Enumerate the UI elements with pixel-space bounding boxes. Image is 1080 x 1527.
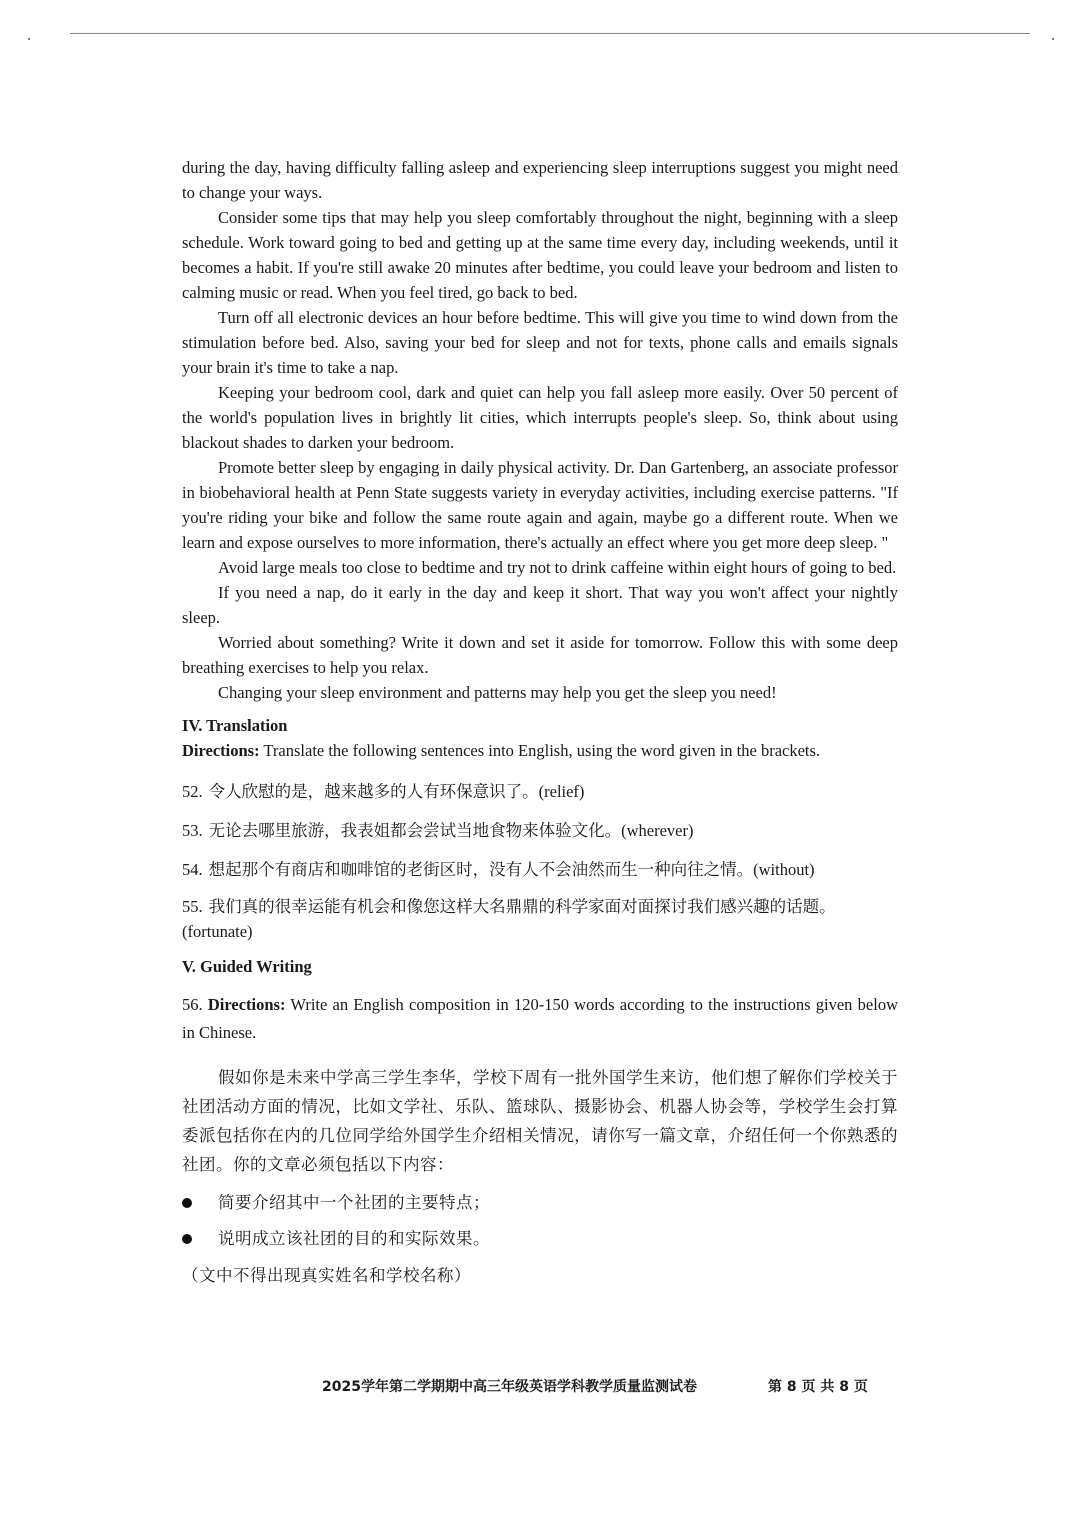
passage-paragraph: during the day, having difficulty falling asleep and experiencing sleep interruptions suggest you might need to change your ways. — [182, 158, 898, 202]
passage-paragraph: If you need a nap, do it early in the day and keep it short. That way you won't affect your nightly sleep. — [182, 583, 898, 627]
passage-paragraph: Turn off all electronic devices an hour before bedtime. This will give you time to wind down from the stimulation before bed. Also, saving your bed for sleep and not for texts, phone calls and emails signals your brain it's time to take a nap. — [182, 308, 898, 377]
question-number: 54. — [182, 860, 203, 879]
question-number: 52. — [182, 782, 203, 801]
writing-prompt: 假如你是未来中学高三学生李华，学校下周有一批外国学生来访，他们想了解你们学校关于社团活动方面的情况，比如文学社、乐队、篮球队、摄影协会、机器人协会等，学校学生会打算委派包括你在内的几位同学给外国学生介绍相关情况，请你写一篇文章，介绍任何一个你熟悉的社团。你的文章必须包括以下内容： — [182, 1068, 898, 1174]
guided-writing-heading: V. Guided Writing — [182, 957, 312, 976]
requirement-item — [182, 1185, 898, 1221]
question-text: 令人欣慰的是，越来越多的人有环保意识了。(relief) — [208, 782, 585, 801]
question-number: 55. — [182, 897, 203, 916]
exam-title: 2025学年第二学期期中高三年级英语学科教学质量监测试卷 — [322, 1379, 697, 1395]
exam-page — [182, 155, 898, 1291]
reading-passage — [182, 155, 898, 705]
requirement-list — [182, 1185, 898, 1257]
bullet-icon — [182, 1198, 192, 1208]
passage-paragraph: Promote better sleep by engaging in daily physical activity. Dr. Dan Gartenberg, an associate professor in biobehavioral health at Penn State suggests variety in everyday activities, including exercise patterns. "If you're riding your bike and follow the same route again and again, maybe go a different route. When we learn and expose ourselves to more information, there's actually an effect where you get more deep sleep. " — [182, 458, 898, 552]
question-number: 56. — [182, 995, 203, 1014]
bullet-icon — [182, 1234, 192, 1244]
passage-paragraph: Worried about something? Write it down and set it aside for tomorrow. Follow this with some deep breathing exercises to help you relax. — [182, 633, 898, 677]
directions-label: Directions: — [182, 741, 260, 760]
translation-question — [182, 777, 898, 806]
writing-directions — [182, 991, 898, 1047]
translation-question — [182, 816, 898, 845]
translation-question — [182, 894, 898, 944]
passage-paragraph: Avoid large meals too close to bedtime and try not to drink caffeine within eight hours of going to bed. — [218, 558, 897, 577]
directions-text: Write an English composition in 120-150 words according to the instructions given below in Chinese. — [182, 995, 899, 1042]
directions-text: Translate the following sentences into English, using the word given in the brackets. — [259, 741, 821, 760]
scan-mark — [1052, 38, 1054, 40]
question-number: 53. — [182, 821, 203, 840]
passage-paragraph: Consider some tips that may help you sleep comfortably throughout the night, beginning with a sleep schedule. Work toward going to bed and getting up at the same time every day, including weekends, until it becomes a habit. If you're still awake 20 minutes after bedtime, you could leave your bedroom and listen to calming music or read. When you feel tired, go back to bed. — [182, 208, 898, 302]
requirement-item — [182, 1221, 898, 1257]
requirement-text: 简要介绍其中一个社团的主要特点； — [218, 1193, 490, 1212]
top-rule — [70, 33, 1030, 34]
writing-note: （文中不得出现真实姓名和学校名称） — [182, 1266, 471, 1285]
translation-directions — [182, 738, 898, 763]
question-text: 我们真的很幸运能有机会和像您这样大名鼎鼎的科学家面对面探讨我们感兴趣的话题。(fortunate) — [182, 897, 836, 941]
question-text: 无论去哪里旅游，我表姐都会尝试当地食物来体验文化。(wherever) — [208, 821, 694, 840]
passage-paragraph: Keeping your bedroom cool, dark and quiet can help you fall asleep more easily. Over 50 percent of the world's population lives in brightly lit cities, which interrupts people's sleep. So, think about using blackout shades to darken your bedroom. — [182, 383, 898, 452]
page-number: 第 8 页 共 8 页 — [768, 1379, 868, 1395]
passage-paragraph: Changing your sleep environment and patterns may help you get the sleep you need! — [218, 683, 777, 702]
directions-label: Directions: — [207, 995, 286, 1014]
scan-mark — [28, 38, 30, 40]
question-text: 想起那个有商店和咖啡馆的老街区时，没有人不会油然而生一种向往之情。(without) — [208, 860, 815, 879]
translation-question — [182, 855, 898, 884]
requirement-text: 说明成立该社团的目的和实际效果。 — [218, 1229, 490, 1248]
translation-heading: IV. Translation — [182, 716, 288, 735]
